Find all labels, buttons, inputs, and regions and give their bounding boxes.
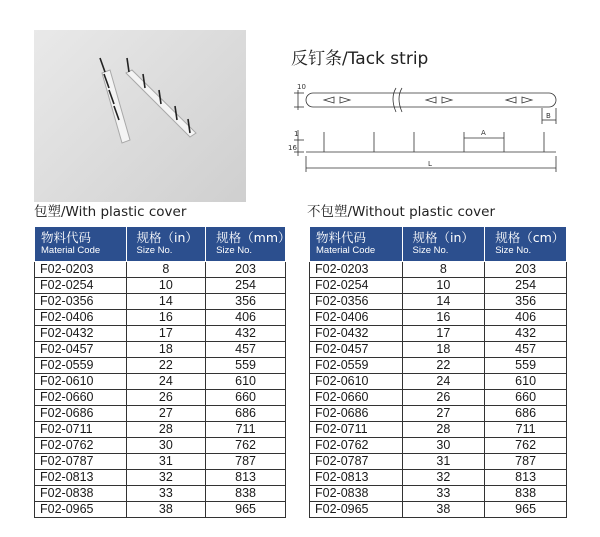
table-row — [35, 342, 286, 358]
size-metric-cell: 660 — [485, 390, 567, 406]
size-metric-cell: 610 — [206, 374, 286, 390]
material-code-cell: F02-0965 — [35, 502, 127, 518]
table-row — [35, 294, 286, 310]
material-code-cell: F02-0457 — [310, 342, 403, 358]
size-metric-cell: 254 — [206, 278, 286, 294]
table-row — [310, 470, 567, 486]
table-row — [35, 470, 286, 486]
size-in-cell: 8 — [126, 262, 206, 278]
size-in-cell: 17 — [126, 326, 206, 342]
size-in-cell: 32 — [126, 470, 206, 486]
table-row — [35, 406, 286, 422]
size-metric-cell: 457 — [206, 342, 286, 358]
tack-strip-drawing — [280, 80, 580, 180]
size-metric-cell: 203 — [206, 262, 286, 278]
size-in-cell: 24 — [402, 374, 485, 390]
size-metric-cell: 432 — [485, 326, 567, 342]
table-row — [310, 310, 567, 326]
dim-l: L — [428, 160, 432, 168]
table-row — [35, 390, 286, 406]
material-code-cell: F02-0406 — [35, 310, 127, 326]
material-code-cell: F02-0432 — [310, 326, 403, 342]
product-photo — [34, 30, 246, 202]
header-size-cm: 规格（cm） Size No. — [485, 227, 567, 262]
size-in-cell: 18 — [126, 342, 206, 358]
size-metric-cell: 686 — [485, 406, 567, 422]
size-metric-cell: 762 — [206, 438, 286, 454]
table-row — [35, 374, 286, 390]
table-row — [35, 486, 286, 502]
material-code-cell: F02-0406 — [310, 310, 403, 326]
table-row — [310, 454, 567, 470]
table-row — [310, 390, 567, 406]
size-in-cell: 8 — [402, 262, 485, 278]
size-in-cell: 16 — [126, 310, 206, 326]
size-metric-cell: 787 — [485, 454, 567, 470]
material-code-cell: F02-0762 — [35, 438, 127, 454]
header-material-code: 物料代码 Material Code — [310, 227, 403, 262]
table-row — [310, 406, 567, 422]
header-size-in: 规格（in） Size No. — [126, 227, 206, 262]
size-in-cell: 31 — [402, 454, 485, 470]
material-code-cell: F02-0965 — [310, 502, 403, 518]
header-material-code: 物料代码 Material Code — [35, 227, 127, 262]
dim-1: 1 — [294, 130, 299, 138]
size-in-cell: 28 — [126, 422, 206, 438]
size-metric-cell: 432 — [206, 326, 286, 342]
size-in-cell: 31 — [126, 454, 206, 470]
size-metric-cell: 356 — [206, 294, 286, 310]
material-code-cell: F02-0787 — [310, 454, 403, 470]
size-in-cell: 14 — [126, 294, 206, 310]
size-in-cell: 10 — [402, 278, 485, 294]
size-metric-cell: 610 — [485, 374, 567, 390]
material-code-cell: F02-0559 — [310, 358, 403, 374]
size-metric-cell: 787 — [206, 454, 286, 470]
size-metric-cell: 711 — [206, 422, 286, 438]
table-row — [310, 326, 567, 342]
material-code-cell: F02-0457 — [35, 342, 127, 358]
table-row — [310, 374, 567, 390]
table-row — [35, 358, 286, 374]
size-in-cell: 22 — [126, 358, 206, 374]
material-code-cell: F02-0356 — [310, 294, 403, 310]
table-row — [35, 262, 286, 278]
size-in-cell: 30 — [402, 438, 485, 454]
material-code-cell: F02-0559 — [35, 358, 127, 374]
size-in-cell: 26 — [402, 390, 485, 406]
material-code-cell: F02-0787 — [35, 454, 127, 470]
size-metric-cell: 203 — [485, 262, 567, 278]
material-code-cell: F02-0813 — [35, 470, 127, 486]
table-row — [35, 326, 286, 342]
table-row — [35, 502, 286, 518]
size-metric-cell: 813 — [485, 470, 567, 486]
size-in-cell: 10 — [126, 278, 206, 294]
size-metric-cell: 838 — [206, 486, 286, 502]
table-row — [310, 422, 567, 438]
size-metric-cell: 406 — [485, 310, 567, 326]
material-code-cell: F02-0203 — [310, 262, 403, 278]
dim-16: 16 — [288, 144, 297, 152]
size-metric-cell: 711 — [485, 422, 567, 438]
size-metric-cell: 965 — [206, 502, 286, 518]
table-row — [35, 454, 286, 470]
size-in-cell: 28 — [402, 422, 485, 438]
dim-b: B — [546, 112, 551, 120]
table-row — [35, 278, 286, 294]
table-row — [310, 278, 567, 294]
size-metric-cell: 686 — [206, 406, 286, 422]
size-metric-cell: 813 — [206, 470, 286, 486]
dim-a: A — [481, 129, 486, 137]
tack-strip-image — [34, 30, 246, 202]
size-in-cell: 16 — [402, 310, 485, 326]
material-code-cell: F02-0711 — [310, 422, 403, 438]
size-metric-cell: 660 — [206, 390, 286, 406]
material-code-cell: F02-0660 — [35, 390, 127, 406]
size-metric-cell: 965 — [485, 502, 567, 518]
table-row — [310, 438, 567, 454]
without-cover-table — [309, 226, 567, 518]
material-code-cell: F02-0610 — [35, 374, 127, 390]
size-metric-cell: 254 — [485, 278, 567, 294]
size-in-cell: 22 — [402, 358, 485, 374]
header-size-mm: 规格（mm） Size No. — [206, 227, 286, 262]
size-metric-cell: 559 — [206, 358, 286, 374]
size-in-cell: 27 — [126, 406, 206, 422]
size-in-cell: 26 — [126, 390, 206, 406]
material-code-cell: F02-0686 — [35, 406, 127, 422]
material-code-cell: F02-0838 — [35, 486, 127, 502]
table-row — [35, 310, 286, 326]
table-row — [310, 342, 567, 358]
size-metric-cell: 762 — [485, 438, 567, 454]
size-in-cell: 17 — [402, 326, 485, 342]
size-in-cell: 38 — [126, 502, 206, 518]
size-in-cell: 27 — [402, 406, 485, 422]
size-metric-cell: 838 — [485, 486, 567, 502]
table-row — [310, 294, 567, 310]
table-row — [35, 422, 286, 438]
size-in-cell: 33 — [402, 486, 485, 502]
table-row — [35, 438, 286, 454]
dim-10: 10 — [297, 83, 306, 91]
size-metric-cell: 406 — [206, 310, 286, 326]
size-metric-cell: 356 — [485, 294, 567, 310]
size-in-cell: 14 — [402, 294, 485, 310]
material-code-cell: F02-0203 — [35, 262, 127, 278]
header-row — [310, 227, 567, 262]
size-metric-cell: 559 — [485, 358, 567, 374]
size-in-cell: 24 — [126, 374, 206, 390]
material-code-cell: F02-0254 — [35, 278, 127, 294]
size-in-cell: 18 — [402, 342, 485, 358]
size-in-cell: 32 — [402, 470, 485, 486]
material-code-cell: F02-0610 — [310, 374, 403, 390]
header-size-in: 规格（in） Size No. — [402, 227, 485, 262]
table-row — [310, 262, 567, 278]
material-code-cell: F02-0356 — [35, 294, 127, 310]
size-metric-cell: 457 — [485, 342, 567, 358]
table-row — [310, 486, 567, 502]
table-row — [310, 358, 567, 374]
material-code-cell: F02-0432 — [35, 326, 127, 342]
size-in-cell: 30 — [126, 438, 206, 454]
material-code-cell: F02-0762 — [310, 438, 403, 454]
right-section-heading: 不包塑/Without plastic cover — [307, 204, 496, 220]
size-in-cell: 38 — [402, 502, 485, 518]
material-code-cell: F02-0711 — [35, 422, 127, 438]
left-section-heading: 包塑/With plastic cover — [34, 204, 187, 220]
material-code-cell: F02-0813 — [310, 470, 403, 486]
with-cover-table — [34, 226, 291, 518]
size-in-cell: 33 — [126, 486, 206, 502]
material-code-cell: F02-0660 — [310, 390, 403, 406]
material-code-cell: F02-0838 — [310, 486, 403, 502]
material-code-cell: F02-0254 — [310, 278, 403, 294]
header-row — [35, 227, 286, 262]
material-code-cell: F02-0686 — [310, 406, 403, 422]
page-title: 反钉条/Tack strip — [291, 49, 429, 69]
table-row — [310, 502, 567, 518]
